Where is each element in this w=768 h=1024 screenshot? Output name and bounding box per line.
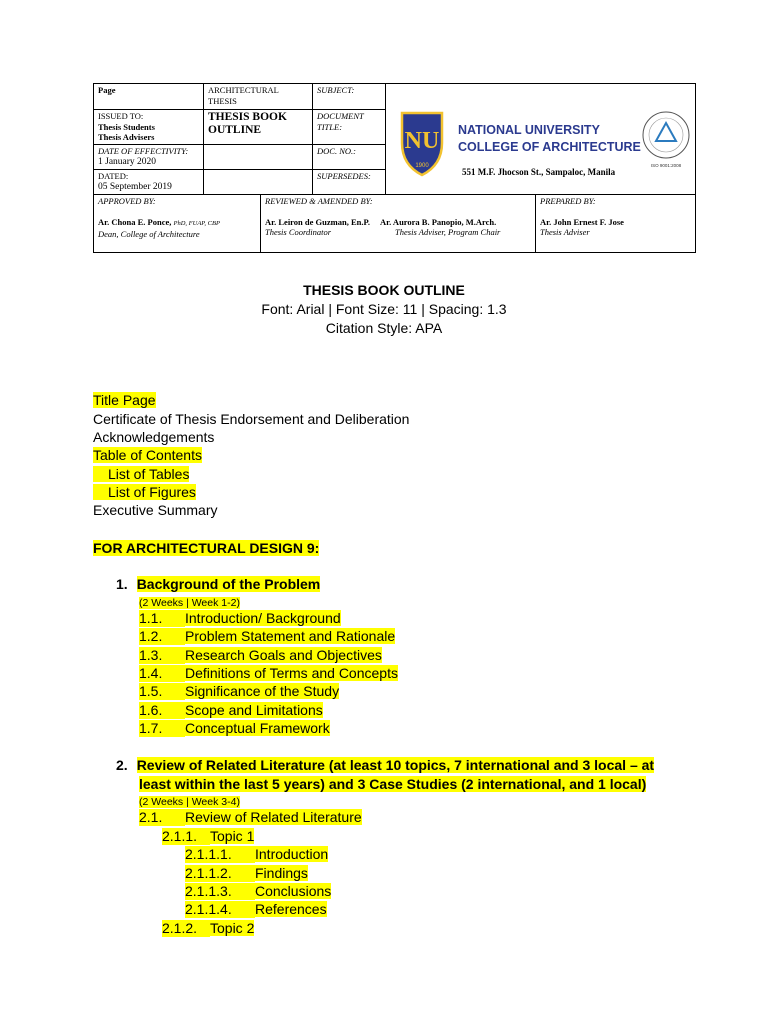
font-spec: Font: Arial | Font Size: 11 | Spacing: 1.3 <box>261 301 507 317</box>
logo-letters: NU <box>404 127 440 154</box>
logo-year: 1900 <box>415 162 429 169</box>
section-heading: FOR ARCHITECTURAL DESIGN 9: <box>93 540 320 556</box>
blank-cell <box>204 144 313 169</box>
dated-cell: DATED: 05 September 2019 <box>94 169 204 194</box>
chapter-1-heading: 1. Background of the Problem <box>116 576 321 592</box>
citation-style: Citation Style: APA <box>325 320 443 336</box>
document-title-cell: THESIS BOOK OUTLINE <box>204 110 313 145</box>
outline-item: 1.7. Conceptual Framework <box>139 720 330 736</box>
outline-item: 2.1.1.1. Introduction <box>185 846 329 862</box>
nu-logo-icon <box>402 113 442 175</box>
front-matter-item: Executive Summary <box>93 502 218 518</box>
approved-by-cell: APPROVED BY: Ar. Chona E. Ponce, PhD, FUAP, CBP Dean, College of Architecture <box>94 194 261 252</box>
blank-cell-2 <box>204 169 313 194</box>
org-college: COLLEGE OF ARCHITECTURE <box>458 139 641 154</box>
outline-item: 2.1.2. Topic 2 <box>162 920 255 936</box>
document-control-header <box>93 83 695 247</box>
issued-to-cell: ISSUED TO: Thesis Students Thesis Advisers <box>94 110 204 145</box>
outline-item: 2.1. Review of Related Literature <box>139 809 362 825</box>
outline-item: 1.3. Research Goals and Objectives <box>139 647 382 663</box>
front-matter-item: List of Tables <box>93 466 189 482</box>
org-name: NATIONAL UNIVERSITY <box>458 122 600 137</box>
document-title-label: DOCUMENT TITLE: <box>313 110 386 145</box>
front-matter-item: Title Page <box>93 392 156 408</box>
subject-label: SUBJECT: <box>313 84 386 110</box>
outline-item: 1.4. Definitions of Terms and Concepts <box>139 665 398 681</box>
chapter-2-heading: 2. Review of Related Literature (at least 10 topics, 7 international and 3 local – at <box>116 757 655 773</box>
department-cell: ARCHITECTURAL THESIS <box>204 84 313 110</box>
page-cell: Page <box>94 84 204 110</box>
outline-item: 1.2. Problem Statement and Rationale <box>139 628 396 644</box>
chapter-2-duration: (2 Weeks | Week 3-4) <box>139 796 240 808</box>
reviewed-by-cell: REVIEWED & AMENDED BY: Ar. Leiron de Guzman, En.P. Ar. Aurora B. Panopio, M.Arch. Thesis Coordinator Thesis Adviser, Program Chair <box>261 194 536 252</box>
banner-graphics <box>396 91 696 187</box>
front-matter-item: List of Figures <box>93 484 196 500</box>
iso-label: ISO 9001:2008 <box>650 162 682 168</box>
front-matter-item: Acknowledgements <box>93 429 215 445</box>
institution-banner <box>386 84 696 195</box>
chapter-2-heading-cont: least within the last 5 years) and 3 Case Studies (2 international, and 1 local) <box>139 776 647 792</box>
iso-seal-icon <box>643 112 689 168</box>
chapter-1-duration: (2 Weeks | Week 1-2) <box>139 597 240 609</box>
outline-item: 1.6. Scope and Limitations <box>139 702 323 718</box>
outline-item: 1.1. Introduction/ Background <box>139 610 341 626</box>
doc-no-label: DOC. NO.: <box>313 144 386 169</box>
outline-item: 2.1.1.3. Conclusions <box>185 883 332 899</box>
front-matter-item: Table of Contents <box>93 447 202 463</box>
org-address: 551 M.F. Jhocson St., Sampaloc, Manila <box>462 166 616 177</box>
outline-item: 2.1.1.2. Findings <box>185 865 308 881</box>
supersedes-label: SUPERSEDES: <box>313 169 386 194</box>
outline-item: 1.5. Significance of the Study <box>139 683 340 699</box>
outline-item: 2.1.1.4. References <box>185 901 327 917</box>
outline-item: 2.1.1. Topic 1 <box>162 828 255 844</box>
page-title: THESIS BOOK OUTLINE <box>303 282 465 298</box>
front-matter-item: Certificate of Thesis Endorsement and Deliberation <box>93 411 410 427</box>
prepared-by-cell: PREPARED BY: Ar. John Ernest F. Jose Thesis Adviser <box>536 194 696 252</box>
date-effectivity-cell: DATE OF EFFECTIVITY: 1 January 2020 <box>94 144 204 169</box>
